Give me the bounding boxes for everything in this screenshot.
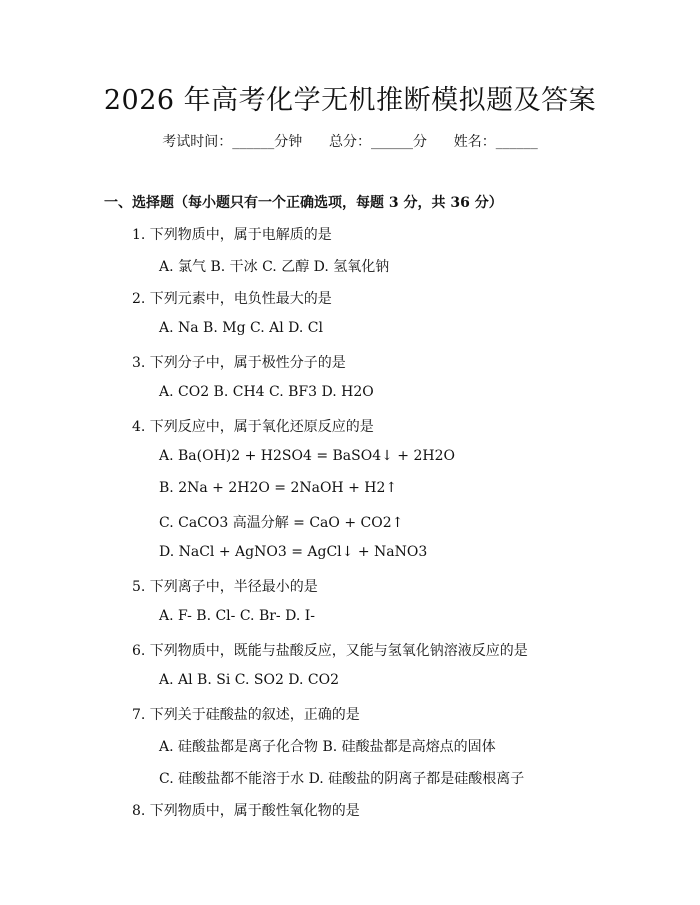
- question-options-cd: C. 硅酸盐都不能溶于水 D. 硅酸盐的阴离子都是硅酸根离子: [159, 771, 525, 787]
- question-stem: 3. 下列分子中，属于极性分子的是: [132, 355, 346, 371]
- question-option-a: A. Ba(OH)2 + H2SO4 = BaSO4↓ + 2H2O: [159, 448, 455, 464]
- question-options: A. Na B. Mg C. Al D. Cl: [159, 320, 323, 336]
- question-options: A. 氯气 B. 干冰 C. 乙醇 D. 氢氧化钠: [159, 259, 390, 275]
- question-option-c: C. CaCO3 高温分解 = CaO + CO2↑: [159, 515, 404, 531]
- exam-info-line: 考试时间：______分钟 总分：______分 姓名：______: [162, 134, 538, 150]
- question-stem: 4. 下列反应中，属于氧化还原反应的是: [132, 419, 374, 435]
- question-stem: 5. 下列离子中，半径最小的是: [132, 579, 318, 595]
- question-stem: 8. 下列物质中，属于酸性氧化物的是: [132, 803, 360, 819]
- question-stem: 1. 下列物质中，属于电解质的是: [132, 227, 332, 243]
- question-stem: 2. 下列元素中，电负性最大的是: [132, 291, 332, 307]
- page-title: 2026 年高考化学无机推断模拟题及答案: [103, 85, 597, 116]
- question-options: A. CO2 B. CH4 C. BF3 D. H2O: [159, 384, 374, 400]
- section-heading: 一、选择题（每小题只有一个正确选项，每题 3 分，共 36 分）: [104, 195, 503, 211]
- question-option-d: D. NaCl + AgNO3 = AgCl↓ + NaNO3: [159, 544, 428, 560]
- question-stem: 7. 下列关于硅酸盐的叙述，正确的是: [132, 707, 360, 723]
- question-options: A. Al B. Si C. SO2 D. CO2: [159, 672, 340, 688]
- question-options-ab: A. 硅酸盐都是离子化合物 B. 硅酸盐都是高熔点的固体: [159, 739, 496, 755]
- question-stem: 6. 下列物质中，既能与盐酸反应，又能与氢氧化钠溶液反应的是: [132, 643, 528, 659]
- question-option-b: B. 2Na + 2H2O = 2NaOH + H2↑: [159, 480, 398, 496]
- question-options: A. F- B. Cl- C. Br- D. I-: [159, 608, 315, 624]
